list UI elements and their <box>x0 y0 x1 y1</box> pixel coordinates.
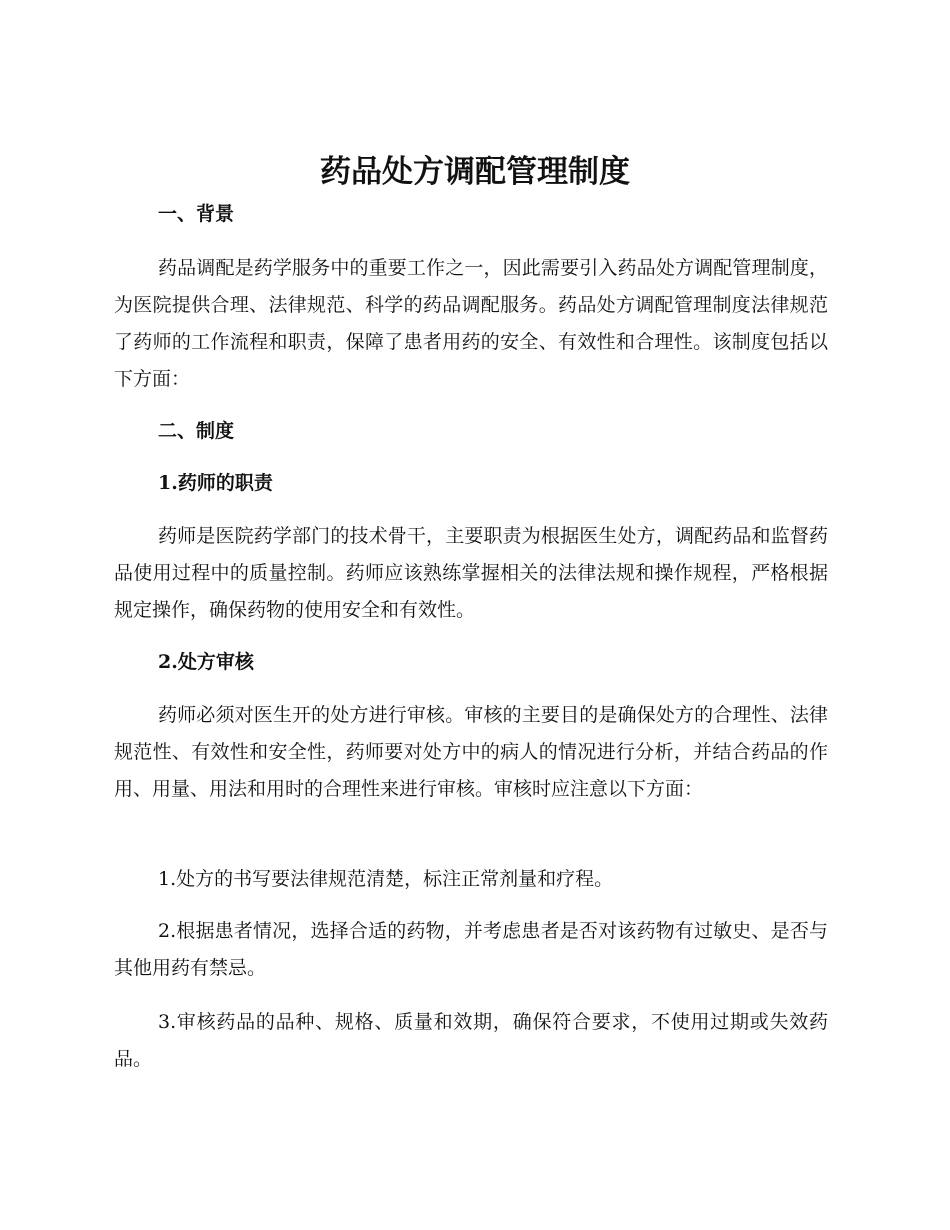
document-title: 药品处方调配管理制度 <box>320 154 630 190</box>
pharmacist-duties-paragraph: 药师是医院药学部门的技术骨干，主要职责为根据医生处方，调配药品和监督药品使用过程中的质量控制。药师应该熟练掌握相关的法律法规和操作规程，严格根据规定操作，确保药物的使用安全和有效性。 <box>114 525 828 621</box>
background-paragraph: 药品调配是药学服务中的重要工作之一，因此需要引入药品处方调配管理制度，为医院提供合理、法律规范、科学的药品调配服务。药品处方调配管理制度法律规范了药师的工作流程和职责，保障了患者用药的安全、有效性和合理性。该制度包括以下方面： <box>114 257 828 390</box>
review-list-item: 2.根据患者情况，选择合适的药物，并考虑患者是否对该药物有过敏史、是否与其他用药有禁忌。 <box>114 920 828 979</box>
section-heading-background: 一、背景 <box>158 203 235 225</box>
review-list-item: 3.审核药品的品种、规格、质量和效期，确保符合要求，不使用过期或失效药品。 <box>114 1011 828 1070</box>
prescription-review-paragraph: 药师必须对医生开的处方进行审核。审核的主要目的是确保处方的合理性、法律规范性、有效性和安全性，药师要对处方中的病人的情况进行分析，并结合药品的作用、用量、用法和用时的合理性来进行审核。审核时应注意以下方面： <box>114 704 828 800</box>
subsection-heading-prescription-review: 2.处方审核 <box>158 651 254 673</box>
section-heading-system: 二、制度 <box>158 420 235 442</box>
review-list-item: 1.处方的书写要法律规范清楚，标注正常剂量和疗程。 <box>158 868 614 890</box>
subsection-heading-pharmacist-duties: 1.药师的职责 <box>158 472 273 494</box>
